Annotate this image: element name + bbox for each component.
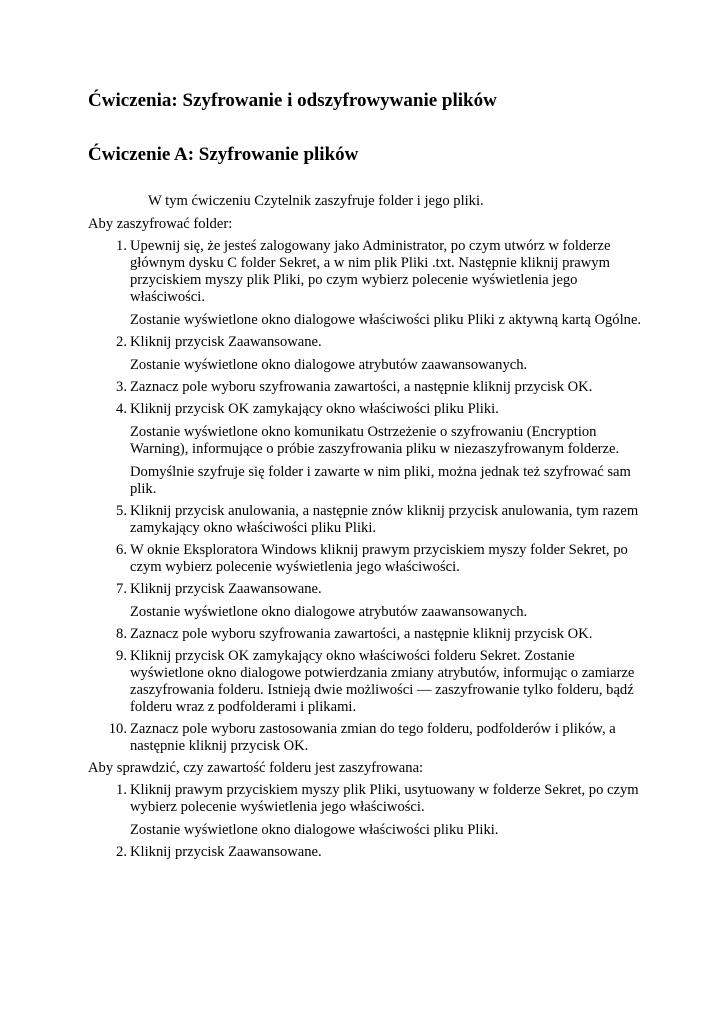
step-text: Kliknij prawym przyciskiem myszy plik Pliki, usytuowany w folderze Sekret, po czym wybierz polecenie wyświetlenia jego właściwości. [130,782,639,815]
document-body [88,193,644,866]
section-lead-verify: Aby sprawdzić, czy zawartość folderu jest zaszyfrowana: [88,760,424,776]
step-text: Zaznacz pole wyboru szyfrowania zawartości, a następnie kliknij przycisk OK. [130,626,593,642]
step-text: Kliknij przycisk anulowania, a następnie znów kliknij przycisk anulowania, tym razem zamykający okno właściwości pliku Pliki. [130,503,639,536]
step-number: 1. [116,782,127,798]
step-text: Kliknij przycisk OK zamykający okno właściwości folderu Sekret. Zostanie wyświetlone okno dialogowe potwierdzania zmiany atrybutów, informując o zamiarze zaszyfrowania folderu. Istnieją dwie możliwości — zaszyfrowanie tylko folderu, bądź folderu wraz z podfolderami i plikami. [130,648,635,715]
intro-paragraph: W tym ćwiczeniu Czytelnik zaszyfruje folder i jego pliki. [148,193,484,209]
step-number: 1. [116,238,127,254]
list-item [88,503,644,537]
encrypt-steps-list [88,238,644,755]
list-item [88,844,644,861]
step-note: Zostanie wyświetlone okno dialogowe właściwości pliku Pliki z aktywną kartą Ogólne. [130,312,642,328]
step-number: 3. [116,379,127,395]
step-text: Zaznacz pole wyboru zastosowania zmian do tego folderu, podfolderów i plików, a następnie kliknij przycisk OK. [130,721,616,754]
step-number: 4. [116,401,127,417]
step-number: 2. [116,844,127,860]
step-text: Zaznacz pole wyboru szyfrowania zawartości, a następnie kliknij przycisk OK. [130,379,593,395]
list-item [88,782,644,839]
step-text: W oknie Eksploratora Windows kliknij prawym przyciskiem myszy folder Sekret, po czym wybierz polecenie wyświetlenia jego właściwości. [130,542,628,575]
step-number: 9. [116,648,127,664]
step-number: 10. [108,721,127,737]
section-lead-encrypt: Aby zaszyfrować folder: [88,216,233,232]
step-number: 6. [116,542,127,558]
list-item [88,401,644,498]
list-item [88,626,644,643]
step-number: 8. [116,626,127,642]
step-text: Upewnij się, że jesteś zalogowany jako Administrator, po czym utwórz w folderze głównym dysku C folder Sekret, a w nim plik Pliki .txt. Następnie kliknij prawym przyciskiem myszy plik Pliki, po czym wybierz polecenie wyświetlenia jego właściwości. [130,238,611,305]
list-item [88,581,644,621]
step-note: Zostanie wyświetlone okno komunikatu Ostrzeżenie o szyfrowaniu (Encryption Warning), informujące o próbie zaszyfrowania pliku w niezaszyfrowanym folderze. [130,424,620,457]
list-item [88,334,644,374]
list-item [88,542,644,576]
verify-steps-list [88,782,644,861]
step-note: Domyślnie szyfruje się folder i zawarte w nim pliki, można jednak też szyfrować sam plik. [130,464,631,497]
list-item [88,648,644,716]
list-item [88,238,644,329]
step-number: 2. [116,334,127,350]
list-item [88,379,644,396]
page-title: Ćwiczenia: Szyfrowanie i odszyfrowywanie plików [88,90,497,111]
step-text: Kliknij przycisk Zaawansowane. [130,581,322,597]
exercise-heading: Ćwiczenie A: Szyfrowanie plików [88,144,359,165]
step-text: Kliknij przycisk Zaawansowane. [130,844,322,860]
list-item [88,721,644,755]
step-text: Kliknij przycisk OK zamykający okno właściwości pliku Pliki. [130,401,499,417]
step-note: Zostanie wyświetlone okno dialogowe atrybutów zaawansowanych. [130,357,528,373]
step-note: Zostanie wyświetlone okno dialogowe właściwości pliku Pliki. [130,822,499,838]
step-number: 7. [116,581,127,597]
step-number: 5. [116,503,127,519]
step-text: Kliknij przycisk Zaawansowane. [130,334,322,350]
step-note: Zostanie wyświetlone okno dialogowe atrybutów zaawansowanych. [130,604,528,620]
